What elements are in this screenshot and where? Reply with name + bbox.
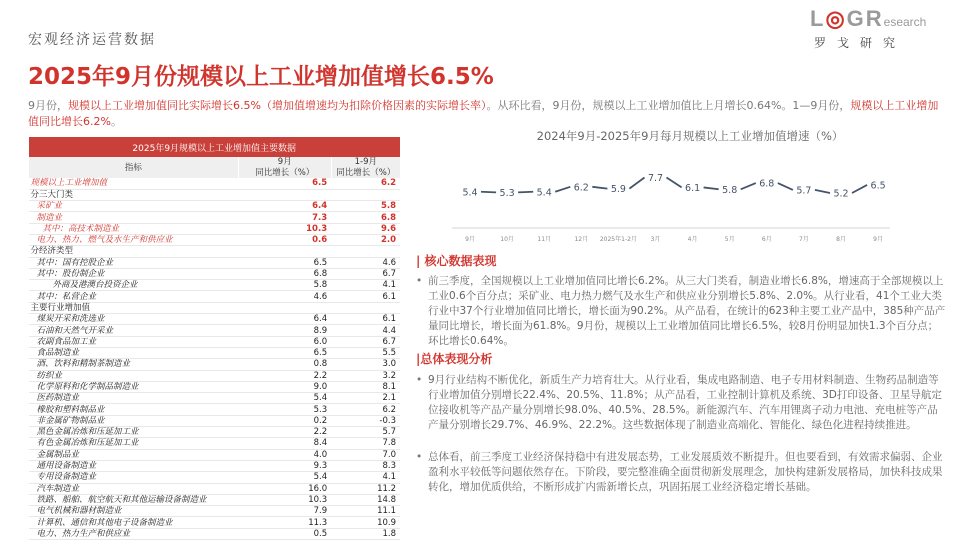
row-month-value: 0.8 <box>238 359 331 370</box>
row-ytd-value: 1.8 <box>331 528 400 539</box>
line-segment <box>815 190 830 193</box>
table-row <box>29 483 401 494</box>
table-row <box>29 336 401 347</box>
table-row <box>29 291 401 302</box>
line-segment <box>741 183 756 189</box>
data-label: 7.7 <box>647 173 664 184</box>
row-label: 汽车制造业 <box>29 483 239 494</box>
row-month-value: 5.4 <box>238 393 331 404</box>
row-ytd-value: 4.1 <box>331 280 400 291</box>
line-segment <box>778 183 793 190</box>
data-label: 5.4 <box>536 187 552 199</box>
row-month-value: 5.8 <box>238 280 331 291</box>
row-ytd-value: 11.1 <box>331 506 400 517</box>
data-label: 5.2 <box>833 188 849 200</box>
table-row <box>29 223 401 234</box>
row-month-value: 6.5 <box>238 347 331 358</box>
table-row <box>29 347 401 358</box>
row-label: 制造业 <box>29 212 239 223</box>
line-segment <box>852 185 867 193</box>
row-label: 纺织业 <box>29 370 239 381</box>
table-row <box>29 314 401 325</box>
row-label: 医药制造业 <box>29 393 239 404</box>
core-heading: | 核心数据表现 <box>416 254 497 268</box>
row-month-value: 5.3 <box>238 404 331 415</box>
col-subheader-ytd: 同比增长（%） <box>331 168 400 179</box>
data-label: 6.5 <box>870 180 886 192</box>
col-header-month: 9月 <box>238 157 331 168</box>
row-label: 黑色金属冶炼和压延加工业 <box>29 427 239 438</box>
table-row <box>29 415 401 426</box>
row-ytd-value: 8.1 <box>331 381 400 392</box>
row-month-value: 0.6 <box>238 234 331 245</box>
x-tick-label: 12月 <box>574 236 589 243</box>
logo-wordmark: L◎GResearch <box>810 6 927 31</box>
x-tick-label: 8月 <box>836 236 846 243</box>
row-month-value: 6.4 <box>238 201 331 212</box>
overall-paragraph-1: • 9月行业结构不断优化，新质生产力培育壮大。从行业看，集成电路制造、电子专用材料制造、生物药品制造等行业增加值分别增长22.4%、20.5%、11.8%；从产品看，工业控制计算机及系统、3D打印设备、卫星导航定位接收机等产品产量分别增长98.0%、40.5%、28.5%。新能源汽车、汽车用锂离子动力电池、充电桩等产品产量分别增长29.7%、46.9%、22.2%。这些数据体现了制造业高端化、智能化、绿色化进程持续推进。 <box>416 373 946 433</box>
row-month-value: 11.3 <box>238 517 331 528</box>
col-header-ytd: 1-9月 <box>331 157 400 168</box>
row-label: 其中：私营企业 <box>29 291 239 302</box>
row-month-value: 9.3 <box>238 460 331 471</box>
table-row <box>29 246 401 257</box>
table-row <box>29 494 401 505</box>
row-ytd-value: 6.2 <box>331 404 400 415</box>
x-tick-label: 9月 <box>465 236 475 243</box>
table-row <box>29 528 401 539</box>
table-row <box>29 393 401 404</box>
table-row <box>29 359 401 370</box>
row-month-value: 2.2 <box>238 427 331 438</box>
row-label: 橡胶和塑料制品业 <box>29 404 239 415</box>
row-label: 其中：高技术制造业 <box>29 223 239 234</box>
row-month-value: 7.9 <box>238 506 331 517</box>
table-row <box>29 257 401 268</box>
row-label: 电气机械和器材制造业 <box>29 506 239 517</box>
row-month-value: 4.0 <box>238 449 331 460</box>
x-tick-label: 11月 <box>537 236 552 243</box>
row-month-value: 0.5 <box>238 528 331 539</box>
line-chart <box>440 120 940 245</box>
row-ytd-value <box>331 302 400 313</box>
row-ytd-value: -0.3 <box>331 415 400 426</box>
table-title: 2025年9月规模以上工业增加值主要数据 <box>29 137 401 157</box>
col-header-indicator: 指标 <box>29 157 239 178</box>
row-ytd-value: 2.1 <box>331 393 400 404</box>
row-month-value: 8.4 <box>238 438 331 449</box>
table-row <box>29 427 401 438</box>
intro-part: 。从环比看，9月份，规模以上工业增加值比上月增长0.64%。1—9月份， <box>486 99 851 112</box>
intro-part: 9月份， <box>28 99 68 112</box>
x-tick-label: 3月 <box>650 236 661 243</box>
data-label: 5.8 <box>722 184 738 196</box>
row-month-value: 6.4 <box>238 314 331 325</box>
row-label: 规模以上工业增加值 <box>29 178 239 189</box>
row-ytd-value: 5.8 <box>331 201 400 212</box>
row-label: 其中：国有控股企业 <box>29 257 239 268</box>
row-month-value <box>238 246 331 257</box>
logo-cn: 罗戈研究 <box>814 36 907 50</box>
page-title: 2025年9月份规模以上工业增加值增长6.5% <box>28 64 494 90</box>
row-month-value: 6.5 <box>238 178 331 189</box>
row-ytd-value: 5.5 <box>331 347 400 358</box>
data-table <box>28 137 400 540</box>
row-month-value <box>238 189 331 200</box>
line-segment <box>704 187 719 189</box>
table-row <box>29 189 401 200</box>
table-row <box>29 370 401 381</box>
row-month-value: 6.5 <box>238 257 331 268</box>
row-ytd-value: 8.3 <box>331 460 400 471</box>
chart-title: 2024年9月-2025年9月每月规模以上工业增加值增速（%） <box>536 129 844 143</box>
row-ytd-value: 7.0 <box>331 449 400 460</box>
data-label: 6.8 <box>759 178 775 190</box>
row-ytd-value <box>331 189 400 200</box>
row-month-value <box>238 302 331 313</box>
x-tick-label: 4月 <box>687 236 698 243</box>
row-month-value: 2.2 <box>238 370 331 381</box>
row-month-value: 9.0 <box>238 381 331 392</box>
x-tick-label: 10月 <box>500 236 514 243</box>
table-row <box>29 449 401 460</box>
row-label: 农副食品加工业 <box>29 336 239 347</box>
row-ytd-value: 3.0 <box>331 359 400 370</box>
row-label: 专用设备制造业 <box>29 472 239 483</box>
row-label: 计算机、通信和其他电子设备制造业 <box>29 517 239 528</box>
row-label: 金属制品业 <box>29 449 239 460</box>
row-ytd-value: 7.8 <box>331 438 400 449</box>
line-segment <box>518 192 533 193</box>
table-row <box>29 178 401 189</box>
data-label: 5.7 <box>796 185 812 197</box>
row-month-value: 10.3 <box>238 223 331 234</box>
row-ytd-value: 6.1 <box>331 314 400 325</box>
row-ytd-value: 11.2 <box>331 483 400 494</box>
row-month-value: 6.8 <box>238 268 331 279</box>
line-segment <box>555 187 570 192</box>
row-ytd-value: 5.7 <box>331 427 400 438</box>
data-label: 6.2 <box>573 182 589 194</box>
table-row <box>29 234 401 245</box>
overall-paragraph-2: • 总体看，前三季度工业经济保持稳中有进发展态势，工业发展质效不断提升。但也要看到，有效需求偏弱、企业盈利水平较低等问题依然存在。下阶段，要完整准确全面贯彻新发展理念，加快构建新发展格局，加快科技成果转化，增加优质供给，不断形成扩内需新增长点，巩固拓展工业经济稳定增长基础。 <box>416 450 946 495</box>
row-month-value: 4.6 <box>238 291 331 302</box>
row-ytd-value: 4.4 <box>331 325 400 336</box>
data-label: 5.9 <box>610 184 626 196</box>
intro-highlight: 规模以上工业增加值同比增长6.2% <box>28 99 939 128</box>
row-month-value: 5.4 <box>238 472 331 483</box>
row-ytd-value: 14.8 <box>331 494 400 505</box>
row-label: 通用设备制造业 <box>29 460 239 471</box>
row-month-value: 10.3 <box>238 494 331 505</box>
section-label: 宏观经济运营数据 <box>28 32 156 48</box>
table-row <box>29 201 401 212</box>
table-row <box>29 268 401 279</box>
row-ytd-value: 6.1 <box>331 291 400 302</box>
row-ytd-value: 4.1 <box>331 472 400 483</box>
table-row <box>29 302 401 313</box>
row-ytd-value: 6.2 <box>331 178 400 189</box>
row-ytd-value: 3.2 <box>331 370 400 381</box>
row-ytd-value <box>331 246 400 257</box>
row-label: 电力、热力、燃气及水生产和供应业 <box>29 234 239 245</box>
row-month-value: 6.0 <box>238 336 331 347</box>
line-segment <box>629 178 644 189</box>
table-row <box>29 438 401 449</box>
row-ytd-value: 10.9 <box>331 517 400 528</box>
row-ytd-value: 2.0 <box>331 234 400 245</box>
data-label: 5.4 <box>462 187 478 199</box>
row-label: 石油和天然气开采业 <box>29 325 239 336</box>
x-tick-label: 5月 <box>724 236 735 243</box>
row-label: 外商及港澳台投资企业 <box>29 280 239 291</box>
line-segment <box>481 192 496 193</box>
line-segment <box>667 178 682 188</box>
row-ytd-value: 9.6 <box>331 223 400 234</box>
row-label: 分经济类型 <box>29 246 239 257</box>
line-segment <box>592 187 607 189</box>
row-label: 分三大门类 <box>29 189 239 200</box>
row-month-value: 16.0 <box>238 483 331 494</box>
x-tick-label: 9月 <box>873 236 884 243</box>
col-subheader-month: 同比增长（%） <box>238 168 331 179</box>
table-row <box>29 381 401 392</box>
x-tick-label: 2025年1-2月 <box>599 236 637 243</box>
x-tick-label: 7月 <box>798 236 809 243</box>
table-row <box>29 404 401 415</box>
table-row <box>29 280 401 291</box>
x-tick-label: 6月 <box>761 236 772 243</box>
intro-part: 。 <box>110 115 122 128</box>
table-row <box>29 212 401 223</box>
row-label: 采矿业 <box>29 201 239 212</box>
row-ytd-value: 4.6 <box>331 257 400 268</box>
row-label: 非金属矿物制品业 <box>29 415 239 426</box>
core-paragraph: • 前三季度，全国规模以上工业增加值同比增长6.2%。从三大门类看，制造业增长6.8%，增速高于全部规模以上工业0.6个百分点；采矿业、电力热力燃气及水生产和供应业分别增长5.8%、2.0%。从行业看，41个工业大类行业中37个行业增加值同比增长，增长面为90.2%。从产品看，在统计的623种主要工业产品中，385种产品产量同比增长，增长面为61.8%。9月份，规模以上工业增加值同比增长6.5%，较8月份明显加快1.3个百分点；环比增长0.64%。 <box>416 274 946 349</box>
table-row <box>29 517 401 528</box>
overall-heading: |总体表现分析 <box>416 352 493 366</box>
table-row <box>29 325 401 336</box>
data-label: 5.3 <box>499 187 515 199</box>
row-label: 煤炭开采和洗选业 <box>29 314 239 325</box>
row-month-value: 8.9 <box>238 325 331 336</box>
row-label: 主要行业增加值 <box>29 302 239 313</box>
table-row <box>29 460 401 471</box>
row-label: 有色金属冶炼和压延加工业 <box>29 438 239 449</box>
intro-highlight: 规模以上工业增加值同比实际增长6.5%（增加值增速均为扣除价格因素的实际增长率） <box>68 99 487 112</box>
row-ytd-value: 6.7 <box>331 336 400 347</box>
logo <box>810 6 950 56</box>
row-label: 电力、热力生产和供应业 <box>29 528 239 539</box>
row-label: 酒、饮料和精制茶制造业 <box>29 359 239 370</box>
row-ytd-value: 6.8 <box>331 212 400 223</box>
row-label: 化学原料和化学制品制造业 <box>29 381 239 392</box>
row-month-value: 0.2 <box>238 415 331 426</box>
row-label: 食品制造业 <box>29 347 239 358</box>
data-label: 6.1 <box>685 182 701 194</box>
row-ytd-value: 6.7 <box>331 268 400 279</box>
row-label: 铁路、船舶、航空航天和其他运输设备制造业 <box>29 494 239 505</box>
row-label: 其中：股份制企业 <box>29 268 239 279</box>
row-month-value: 7.3 <box>238 212 331 223</box>
table-row <box>29 472 401 483</box>
table-row <box>29 506 401 517</box>
